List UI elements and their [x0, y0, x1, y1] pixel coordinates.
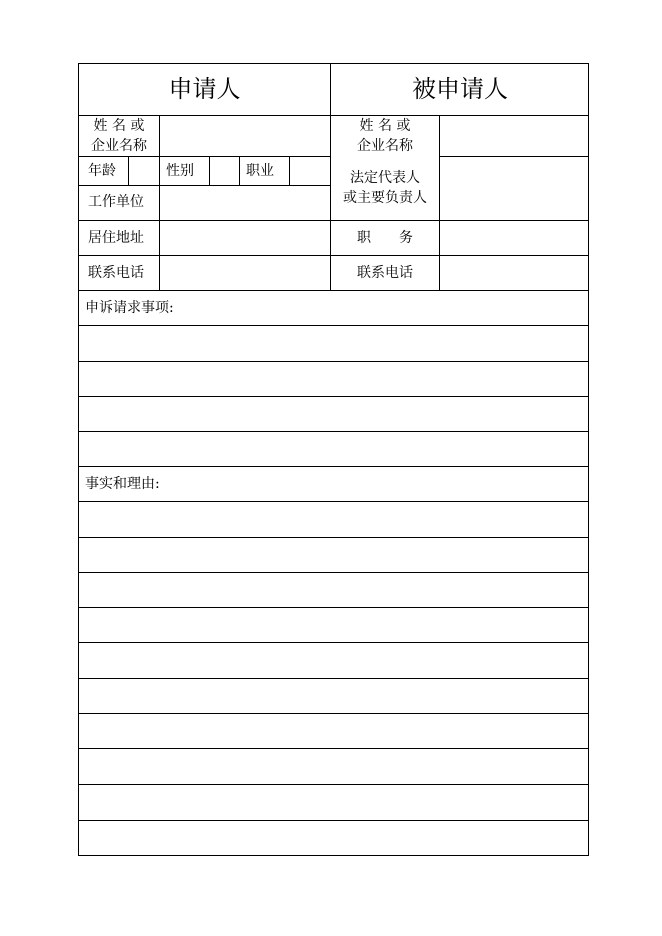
row-divider [79, 748, 589, 749]
row-divider [79, 678, 589, 679]
column-divider [239, 156, 240, 185]
row-divider [79, 220, 589, 221]
address-label: 居住地址 [88, 230, 144, 246]
row-divider [439, 156, 589, 157]
column-divider [289, 156, 290, 185]
row-divider [79, 290, 589, 291]
column-divider [159, 115, 160, 156]
applicant-header: 申请人 [168, 75, 241, 103]
age-label: 年龄 [88, 163, 116, 179]
row-divider [79, 607, 589, 608]
row-divider [79, 255, 589, 256]
column-divider [209, 156, 210, 185]
row-divider [79, 361, 589, 362]
legal-rep-label-line2: 或主要负责人 [343, 190, 427, 206]
column-divider [128, 156, 129, 185]
row-divider [79, 642, 589, 643]
row-divider [79, 431, 589, 432]
application-form [78, 63, 589, 856]
row-divider [79, 713, 589, 714]
row-divider [79, 396, 589, 397]
facts-section-label: 事实和理由: [85, 476, 160, 492]
applicant-phone-label: 联系电话 [88, 265, 144, 281]
column-divider [159, 185, 160, 291]
row-divider [79, 185, 330, 186]
row-divider [79, 572, 589, 573]
applicant-name-label-line2: 企业名称 [91, 138, 147, 154]
claims-section-label: 申诉请求事项: [85, 300, 174, 316]
column-divider [439, 115, 440, 291]
row-divider [79, 784, 589, 785]
row-divider [79, 466, 589, 467]
respondent-name-label-line1: 姓 名 或 [359, 118, 411, 134]
row-divider [79, 325, 589, 326]
row-divider [79, 537, 589, 538]
respondent-name-label-line2: 企业名称 [357, 138, 413, 154]
occupation-label: 职业 [246, 163, 274, 179]
workplace-label: 工作单位 [88, 194, 144, 210]
respondent-phone-label: 联系电话 [357, 265, 413, 281]
row-divider [79, 501, 589, 502]
gender-label: 性别 [166, 163, 194, 179]
position-label: 职 务 [357, 230, 413, 246]
applicant-name-label-line1: 姓 名 或 [93, 118, 145, 134]
row-divider [79, 156, 330, 157]
legal-rep-label-line1: 法定代表人 [350, 170, 420, 186]
respondent-header: 被申请人 [412, 75, 508, 103]
row-divider [79, 820, 589, 821]
column-divider [159, 156, 160, 185]
